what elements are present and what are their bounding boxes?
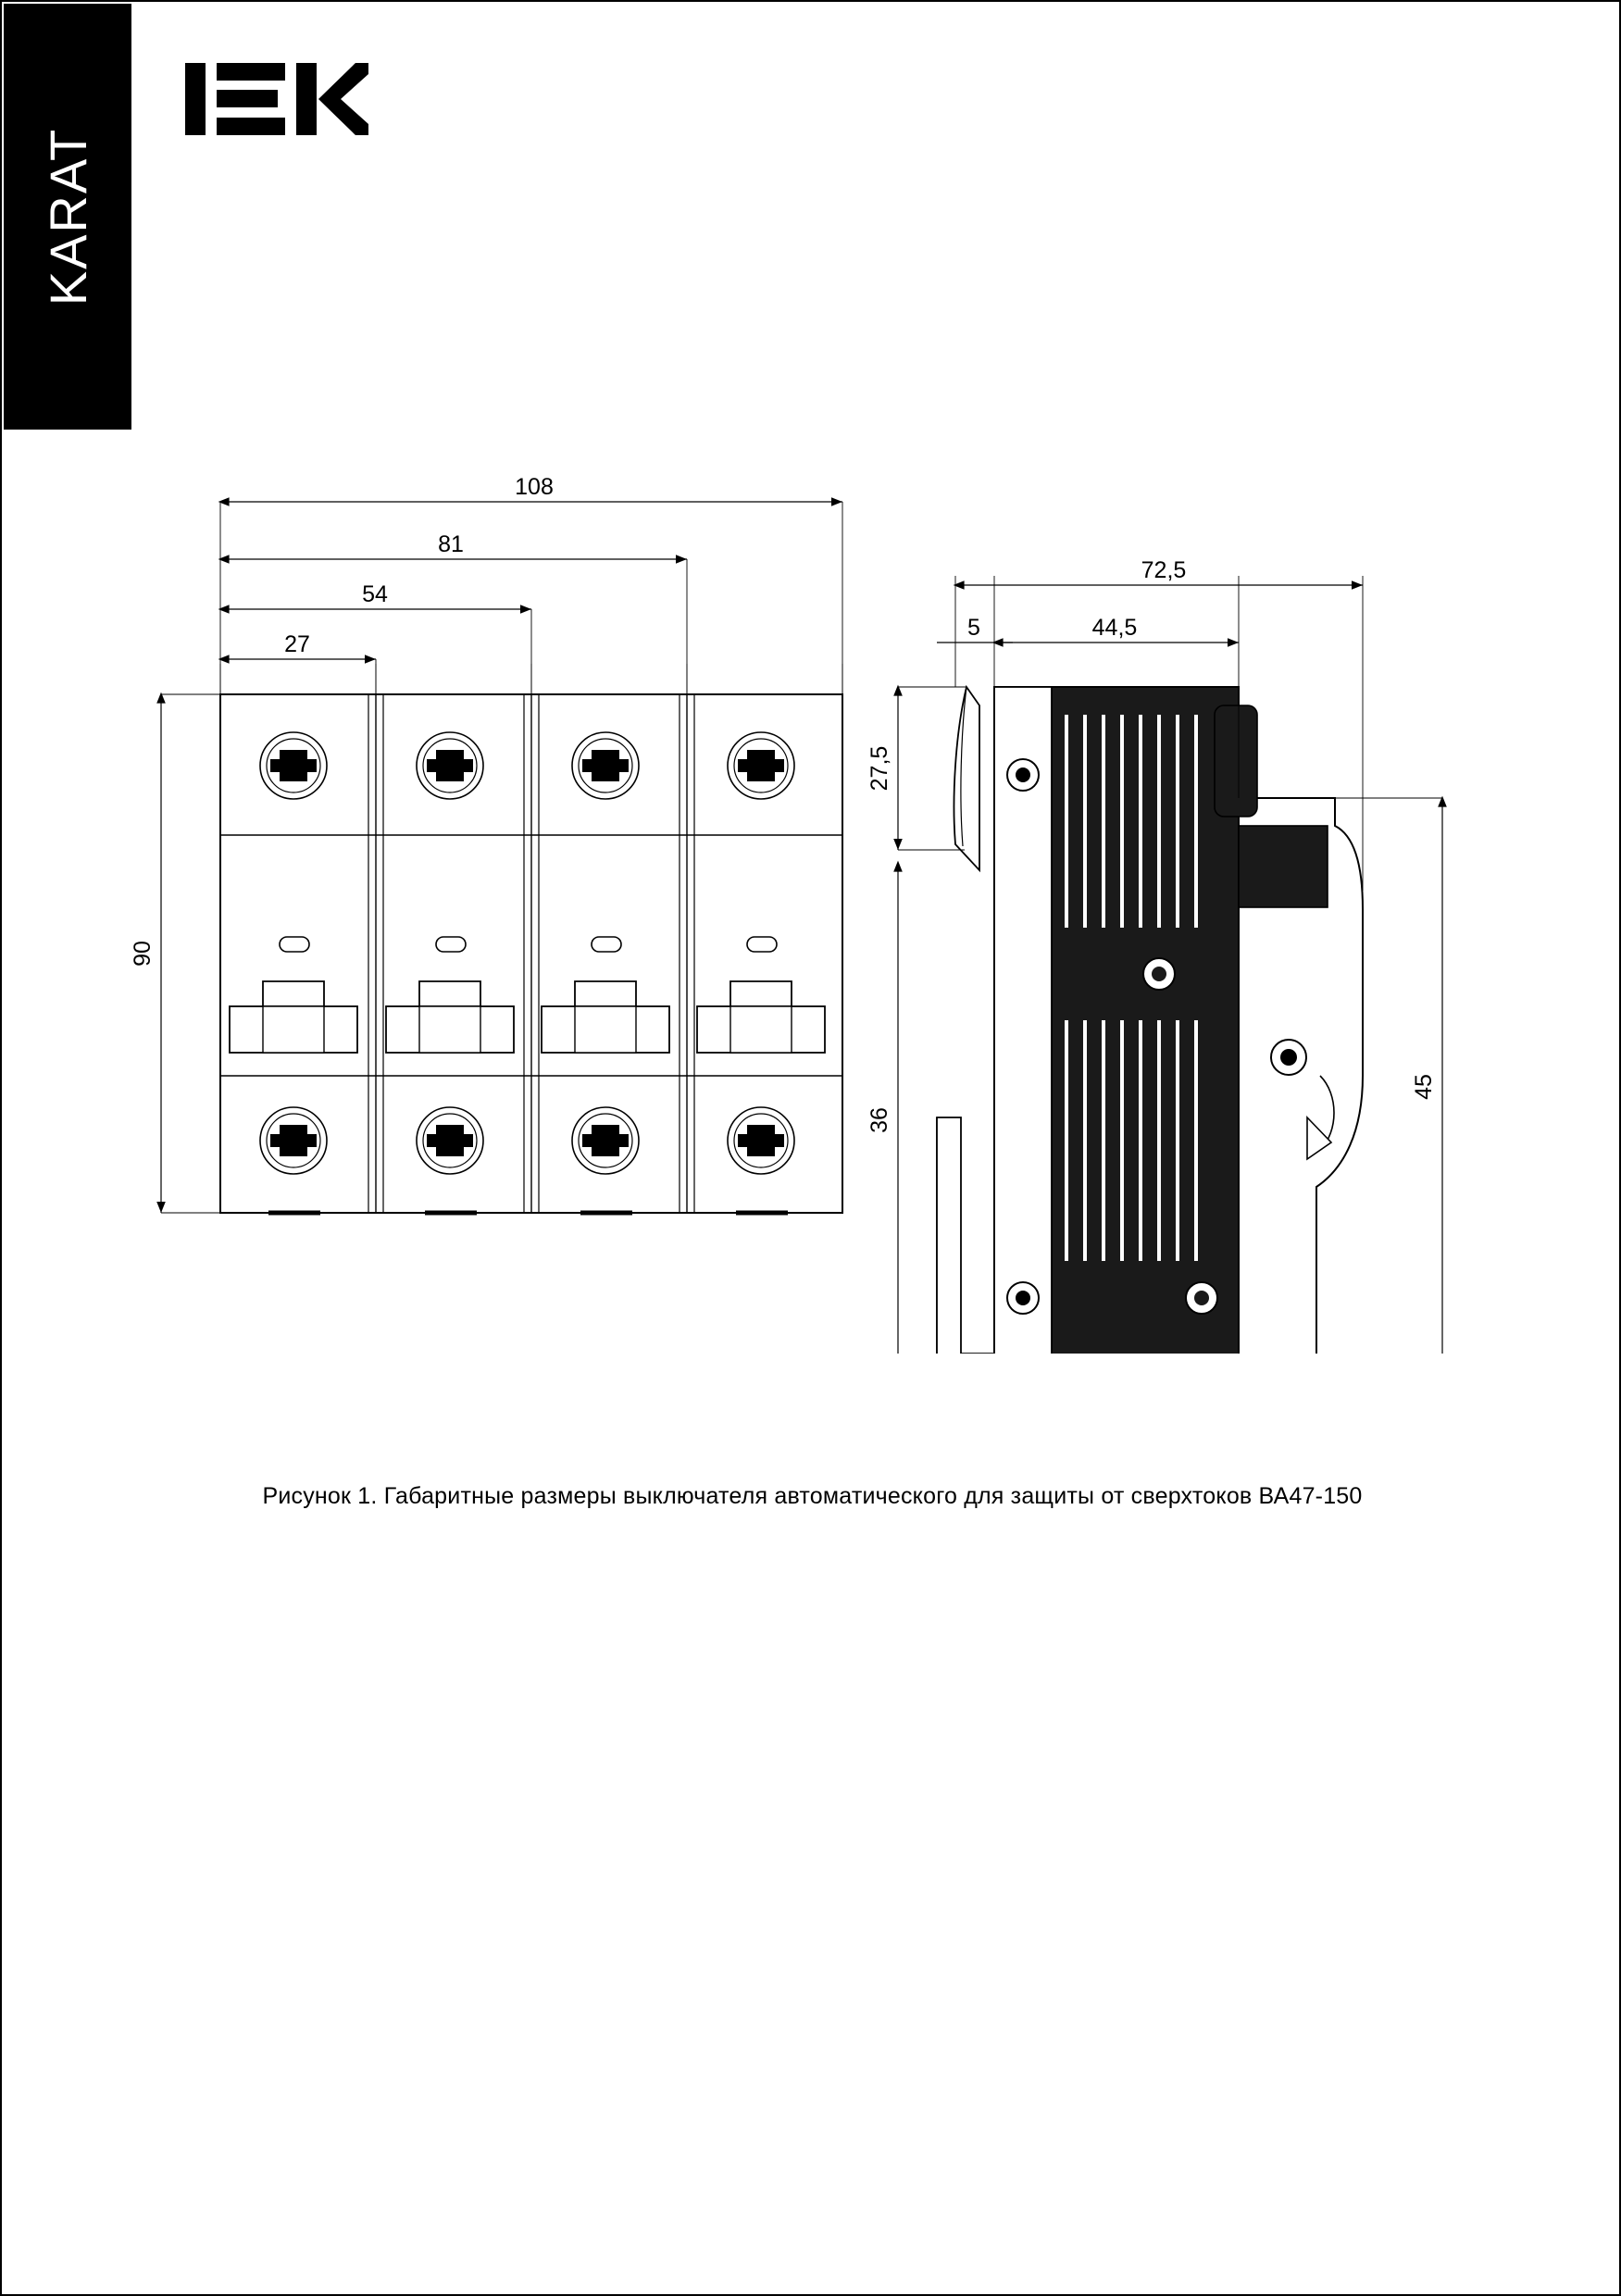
- iek-logo-mark: [183, 57, 368, 141]
- drawing-svg: [2, 428, 1621, 1354]
- dim-label-45: 45: [1411, 1074, 1437, 1100]
- dim-label-108: 108: [515, 474, 554, 500]
- dim-label-27: 27: [284, 631, 310, 657]
- brand-bar: [4, 4, 131, 430]
- dim-label-90: 90: [130, 941, 156, 967]
- dim-label-72-5: 72,5: [1141, 557, 1187, 583]
- dim-label-36: 36: [867, 1107, 892, 1133]
- iek-logo: [183, 57, 368, 141]
- dim-label-81: 81: [438, 531, 464, 557]
- dim-label-44-5: 44,5: [1091, 615, 1138, 641]
- dim-label-27-5: 27,5: [867, 745, 892, 792]
- dim-label-5: 5: [967, 615, 980, 641]
- technical-drawing: [2, 428, 1621, 1354]
- figure-caption: Рисунок 1. Габаритные размеры выключателя автоматического для защиты от сверхтоков ВА47-150: [262, 1483, 1363, 1509]
- series-label: KARAT: [38, 127, 97, 306]
- dim-label-54: 54: [362, 581, 388, 607]
